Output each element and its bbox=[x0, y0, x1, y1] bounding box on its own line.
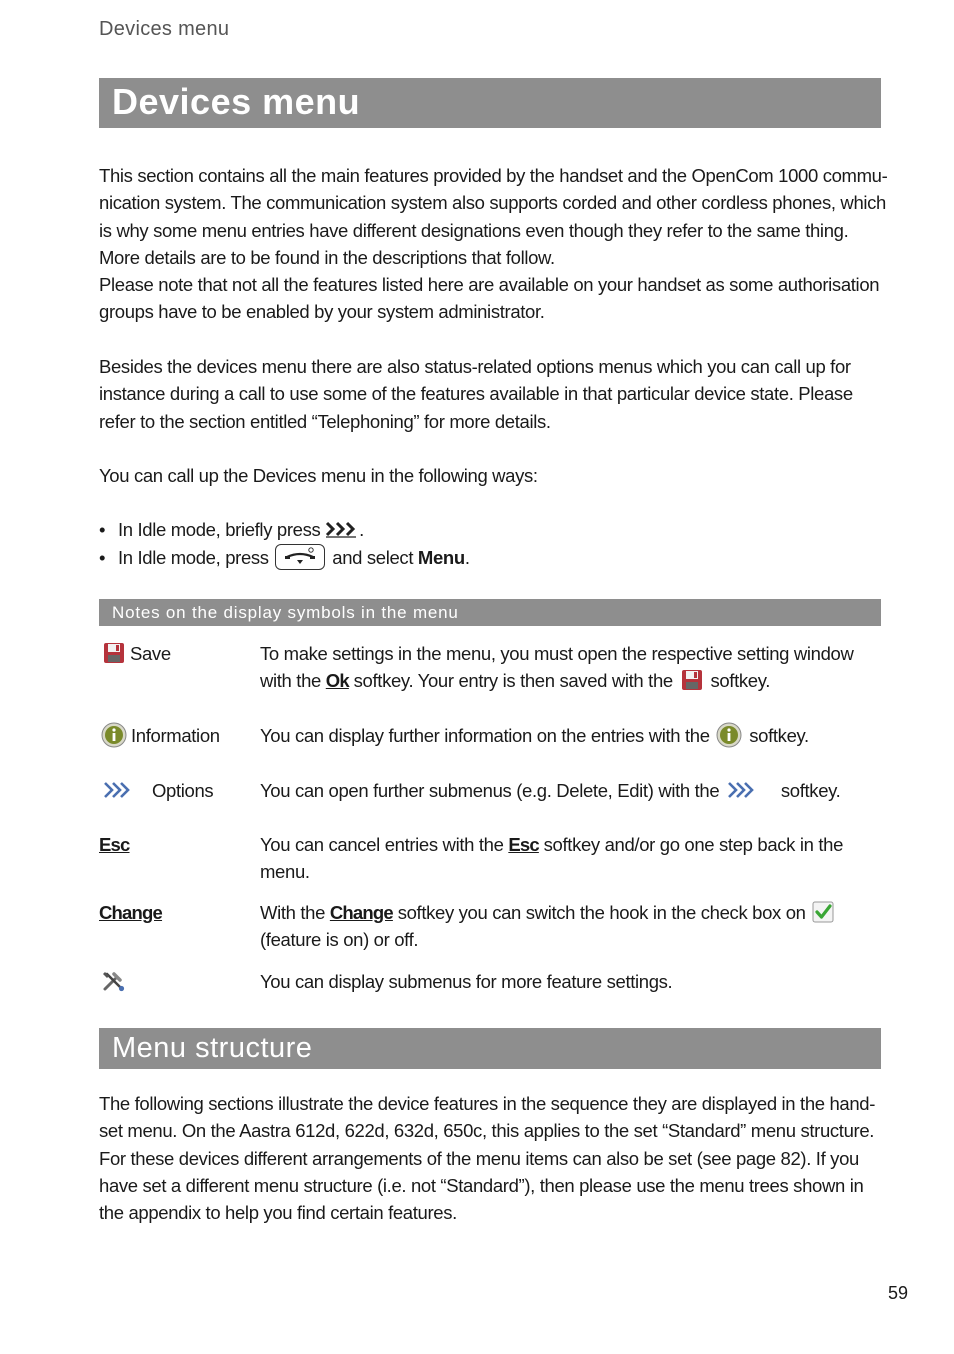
info-icon bbox=[101, 722, 127, 748]
symbol-term bbox=[99, 777, 259, 804]
text-line: For these devices different arrangements of the menu items can also be set (see page 82). If you bbox=[99, 1147, 859, 1169]
term-label: Information bbox=[131, 725, 220, 746]
text-line: nication system. The communication system also supports corded and other cordless phones, which bbox=[99, 192, 886, 214]
text-line: set menu. On the Aastra 612d, 622d, 632d, 650c, this applies to the set “Standard” menu structure. bbox=[99, 1120, 875, 1142]
save-icon bbox=[681, 669, 703, 691]
bullet-item-1 bbox=[99, 516, 364, 544]
intro-paragraph bbox=[99, 162, 889, 326]
subsection-title-display-symbols: Notes on the display symbols in the menu bbox=[99, 599, 881, 626]
symbol-description bbox=[260, 722, 870, 750]
tools-icon bbox=[102, 970, 126, 992]
text-line bbox=[260, 667, 870, 694]
page-number: 59 bbox=[888, 1283, 909, 1303]
esc-softkey-label: Esc bbox=[508, 834, 539, 855]
symbol-term bbox=[99, 640, 259, 667]
text-line: The following sections illustrate the device features in the sequence they are displayed in the hand- bbox=[99, 1093, 876, 1114]
bullet-text: In Idle mode, briefly press bbox=[118, 519, 321, 540]
bullet-item-2 bbox=[99, 544, 470, 572]
menu-chevrons-icon bbox=[325, 520, 359, 538]
options-chevrons-icon bbox=[728, 781, 754, 799]
section-title-menu-structure: Menu structure bbox=[99, 1028, 881, 1069]
ok-softkey-label: Ok bbox=[325, 670, 349, 692]
change-softkey-label: Change bbox=[329, 902, 393, 923]
text-span: softkey you can switch the hook in the check box on bbox=[397, 902, 806, 923]
text-line bbox=[260, 899, 870, 926]
term-label: Save bbox=[130, 643, 171, 664]
symbol-term bbox=[99, 899, 259, 926]
change-softkey-label: Change bbox=[99, 902, 163, 923]
symbol-description bbox=[260, 968, 870, 995]
text-line: have set a different menu structure (i.e. not “Standard”), then please use the menu trees shown in bbox=[99, 1174, 864, 1196]
section-title-devices-menu: Devices menu bbox=[99, 78, 881, 128]
text-line: This section contains all the main features provided by the handset and the OpenCom 1000 commu- bbox=[99, 165, 888, 186]
symbol-term bbox=[99, 968, 259, 995]
menu-keyword: Menu bbox=[417, 547, 465, 568]
text-span: You can display further information on the entries with the bbox=[260, 725, 710, 746]
ways-intro bbox=[99, 462, 889, 489]
bullet-text: . bbox=[464, 547, 470, 568]
term-label: Options bbox=[152, 780, 214, 801]
text-span: softkey. Your entry is then saved with the bbox=[353, 670, 673, 692]
options-chevrons-icon bbox=[104, 781, 130, 799]
text-line: More details are to be found in the descriptions that follow. bbox=[99, 246, 555, 268]
save-icon bbox=[103, 642, 125, 664]
text-span: You can open further submenus (e.g. Delete, Edit) with the bbox=[260, 780, 720, 801]
text-line: refer to the section entitled “Telephoning” for more details. bbox=[99, 410, 551, 432]
text-line bbox=[260, 831, 870, 858]
status-menus-paragraph bbox=[99, 353, 889, 435]
symbol-description bbox=[260, 777, 870, 804]
text-line: instance during a call to use some of the features available in that particular device state. Please bbox=[99, 383, 853, 405]
text-span: with the bbox=[260, 670, 321, 692]
hook-key-icon bbox=[275, 544, 325, 570]
bullet-text: and select bbox=[332, 547, 414, 568]
text-span: You can display submenus for more feature settings. bbox=[260, 971, 673, 992]
bullet-dot: • bbox=[99, 547, 106, 568]
symbol-description bbox=[260, 899, 870, 954]
text-span: softkey and/or go one step back in the bbox=[543, 834, 844, 855]
symbol-description bbox=[260, 640, 870, 695]
checkbox-checked-icon bbox=[812, 901, 836, 923]
esc-softkey-label: Esc bbox=[99, 834, 130, 855]
text-line: groups have to be enabled by your system administrator. bbox=[99, 301, 545, 323]
symbol-term bbox=[99, 831, 259, 858]
text-line: (feature is on) or off. bbox=[260, 929, 419, 951]
text-span: With the bbox=[260, 902, 326, 923]
symbol-description bbox=[260, 831, 870, 886]
symbol-term bbox=[99, 722, 259, 750]
running-header: Devices menu bbox=[99, 18, 230, 40]
text-span: softkey. bbox=[710, 670, 771, 692]
text-line: the appendix to help you find certain features. bbox=[99, 1202, 457, 1224]
bullet-text: . bbox=[359, 519, 364, 540]
text-span: softkey. bbox=[749, 725, 809, 746]
text-line: Besides the devices menu there are also status-related options menus which you can call up for bbox=[99, 356, 851, 377]
text-span: softkey. bbox=[780, 780, 841, 801]
text-line: You can call up the Devices menu in the following ways: bbox=[99, 465, 538, 486]
text-line: menu. bbox=[260, 861, 310, 883]
text-line: is why some menu entries have different designations even though they refer to the same thing. bbox=[99, 219, 849, 241]
text-span: You can cancel entries with the bbox=[260, 834, 504, 855]
info-icon bbox=[716, 722, 742, 748]
bullet-text: In Idle mode, press bbox=[118, 547, 269, 568]
bullet-dot: • bbox=[99, 519, 106, 540]
text-line: To make settings in the menu, you must open the respective setting window bbox=[260, 643, 854, 664]
text-line: Please note that not all the features listed here are available on your handset as some authorisation bbox=[99, 274, 880, 296]
menu-structure-paragraph bbox=[99, 1090, 889, 1226]
